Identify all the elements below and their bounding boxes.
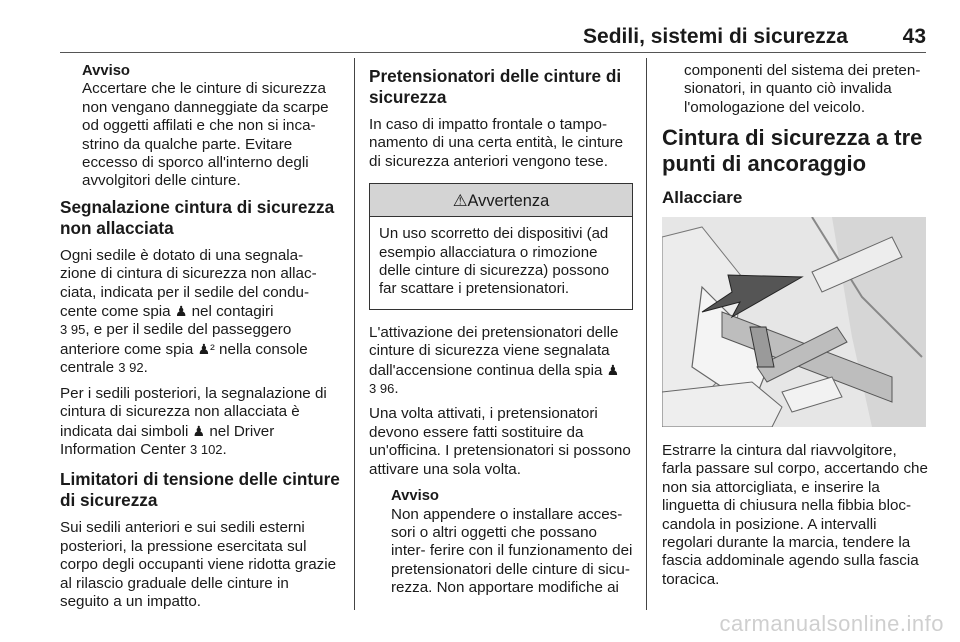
paragraph: Una volta attivati, i pretensionatori devono essere fatti sostituire da un'officina. I pretensionatori si possono attivare una sola volta. (369, 405, 631, 478)
note-label: Avviso (82, 63, 130, 79)
note-text: Non appendere o installare acces- sori o altri oggetti che possano inter- ferire con il funzionamento dei pretensionatori delle cinture di sicu- rezza. Non apportare modifiche ai (391, 505, 633, 597)
page-reference[interactable]: 3 95 (60, 322, 86, 338)
note-continuation: componenti del sistema dei preten- sionatori, in quanto ciò invalida l'omologazione del veicolo. (684, 62, 921, 116)
text-span: . (222, 440, 227, 458)
column-3 (662, 62, 926, 208)
paragraph (60, 385, 340, 460)
text-span: nella console centrale (60, 340, 308, 377)
warning-label: Avvertenza (467, 192, 550, 211)
section-heading-segnalazione: Segnalazione cintura di sicurezza non allacciata (60, 196, 335, 238)
text-span: . (394, 380, 399, 398)
note-block (60, 62, 340, 191)
paragraph: In caso di impatto frontale o tampo- namento di una certa entità, le cinture di sicurezza anteriori vengono tese. (369, 116, 624, 170)
seatbelt-warning-icon: ♟ (174, 303, 188, 320)
subheading-allacciare: Allacciare (662, 188, 743, 208)
page-reference[interactable]: 3 96 (369, 381, 395, 397)
seatbelt-illustration-image (662, 217, 926, 427)
text-span: nel Driver Information Center (60, 422, 275, 458)
paragraph: Sui sedili anteriori e sui sedili esterni posteriori, la pressione esercitata sul corpo degli occupanti viene ridotta grazie al rilascio graduale delle cinture in seguito a un impatto. (60, 519, 337, 610)
page-reference[interactable]: 3 92 (118, 360, 144, 376)
column-divider (646, 58, 647, 610)
column-2 (369, 62, 633, 604)
paragraph (369, 324, 633, 399)
warning-text: Un uso scorretto dei dispositivi (ad esempio allacciatura o rimozione delle cinture di sicurezza) possono far scattare i pretensionatori. (379, 225, 610, 298)
column-1 (60, 62, 340, 618)
seatbelt-illustration (662, 217, 926, 427)
page-reference[interactable]: 3 102 (190, 441, 223, 457)
warning-triangle-icon: ⚠ (452, 192, 468, 211)
text-span: . (143, 359, 148, 377)
note-text: Accertare che le cinture di sicurezza non vengano danneggiate da scarpe od oggetti affilati e che non si inca- strino da qualche parte. Evitare eccesso di sporco all'interno degli avvolgitori delle cinture. (82, 80, 329, 190)
page-title: Sedili, sistemi di sicurezza (583, 25, 848, 48)
column-divider (354, 58, 355, 610)
section-heading-limitatori: Limitatori di tensione delle cinture di sicurezza (60, 469, 340, 511)
seatbelt-passenger-icon: ♟² (197, 340, 215, 357)
text-span: , e per il sedile del passeggero anteriore come spia (60, 321, 292, 358)
column-3-lower (662, 442, 930, 596)
paragraph (60, 247, 340, 378)
section-heading-tre-punti: Cintura di sicurezza a tre punti di ancoraggio (662, 125, 923, 177)
note-block (369, 487, 633, 597)
warning-box (369, 183, 633, 310)
airbag-icon: ♟ (606, 361, 620, 378)
page-number: 43 (902, 25, 926, 48)
text-span: L'attivazione dei pretensionatori delle cinture di sicurezza viene segnalata dall'accensione continua della spia (369, 323, 619, 379)
section-heading-pretensionatori: Pretensionatori delle cinture di sicurezza (369, 66, 622, 107)
seatbelt-rear-icon: ♟ (192, 422, 206, 439)
text-span: nel contagiri (187, 303, 274, 321)
paragraph: Estrarre la cintura dal riavvolgitore, farla passare sul corpo, accertando che non sia attorcigliata, e inserire la linguetta di chiusura nella fibbia bloc- candola in posizione. A intervalli regolari durante la marcia, tendere la fascia addominale agendo sulla fascia toracica. (662, 442, 928, 588)
note-label: Avviso (391, 488, 439, 505)
text-span: Per i sedili posteriori, la segnalazione di cintura di sicurezza non allacciata è indicata dai simboli (60, 384, 327, 440)
watermark: carmanualsonline.info (719, 611, 944, 636)
text-span: Ogni sedile è dotato di una segnala- zione di cintura di sicurezza non allac- ciata, indicata per il sedile del condu- cente come spia (60, 246, 317, 321)
warning-header (370, 184, 632, 217)
page-header (60, 22, 926, 53)
